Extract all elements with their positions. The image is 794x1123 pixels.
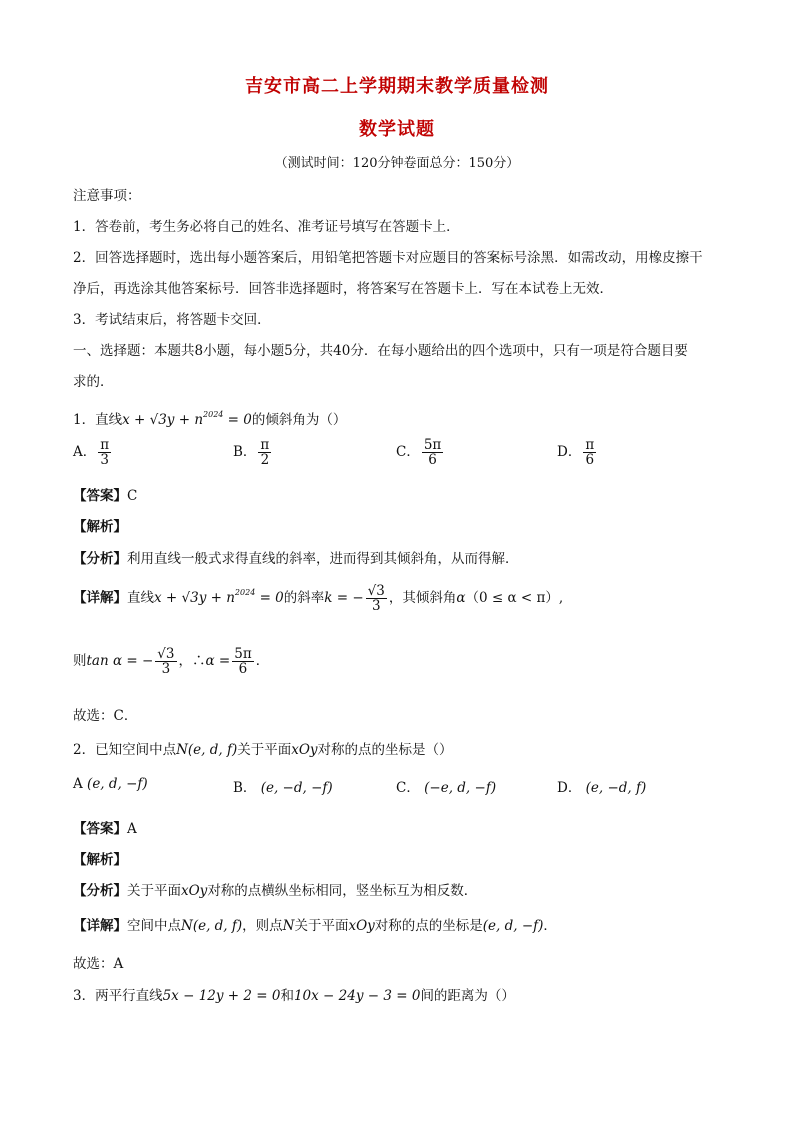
exam-title: 吉安市高二上学期期末教学质量检测 xyxy=(245,76,549,97)
then-alpha: α = xyxy=(205,653,231,670)
q1-xiangjie xyxy=(73,584,563,613)
frac-num: 5π xyxy=(234,646,252,662)
note-item-2b: 净后，再选涂其他答案标号．回答非选择题时，将答案写在答题卡上．写在本试卷上无效． xyxy=(73,281,613,297)
xj-slope: k = − xyxy=(324,590,364,607)
q2-fenxi xyxy=(73,879,477,899)
frac-num: π xyxy=(100,437,110,453)
q3-text: 间的距离为（） xyxy=(420,988,515,1004)
q1-equation xyxy=(122,412,252,428)
xiangjie-tag: 【详解】 xyxy=(73,918,127,934)
q3-line1: 5x − 12y + 2 = 0 xyxy=(162,988,281,1004)
q1-then xyxy=(73,647,269,676)
option-value: (−e, d, −f) xyxy=(424,780,497,796)
note-item-3: 3．考试结束后，将答题卡交回． xyxy=(73,312,271,328)
q1-answer xyxy=(73,484,137,504)
xj-text: 直线 xyxy=(127,590,154,607)
option-fraction xyxy=(98,438,111,467)
option-label: C． xyxy=(396,444,420,461)
q2-text: 关于平面 xyxy=(237,742,292,758)
q2-stem xyxy=(73,738,453,758)
q2-text: 对称的点的坐标是（） xyxy=(317,742,453,758)
option-label: D． xyxy=(557,780,582,796)
q1-fenxi xyxy=(73,547,519,567)
xiangjie-tag: 【详解】 xyxy=(73,590,127,607)
xj-text: 的斜率 xyxy=(283,590,325,607)
q3-stem xyxy=(73,984,515,1004)
option-label: A xyxy=(73,776,83,792)
note-item-2a: 2．回答选择题时，选出每小题答案后，用铅笔把答题卡对应题目的答案标号涂黑．如需改动，用橡皮擦干 xyxy=(73,250,703,266)
fenxi-plane: xOy xyxy=(181,883,208,899)
option-label: C． xyxy=(396,780,420,796)
xj-text: ，则点 xyxy=(242,918,283,934)
q2-option-a xyxy=(73,776,148,792)
q1-option-b xyxy=(233,438,273,467)
frac-num: √3 xyxy=(157,646,175,662)
section1-heading-b: 求的． xyxy=(73,374,114,390)
option-value: (e, −d, −f) xyxy=(260,780,333,796)
frac-den: 6 xyxy=(585,452,595,469)
then-tan: tan α = − xyxy=(86,653,154,670)
then-fraction-2 xyxy=(232,647,253,676)
fenxi-text: 对称的点横纵坐标相同，竖坐标互为相反数． xyxy=(207,883,478,899)
fenxi-text: 关于平面 xyxy=(127,883,181,899)
option-fraction xyxy=(583,438,596,467)
fenxi-text: 利用直线一般式求得直线的斜率，进而得到其倾斜角，从而得解． xyxy=(127,551,519,567)
q1-eq-a: x + √3y + n xyxy=(122,412,204,428)
q3-text: 3．两平行直线 xyxy=(73,988,163,1004)
frac-den: 3 xyxy=(100,452,109,469)
q1-tail: 的倾斜角为（） xyxy=(251,412,347,428)
option-fraction xyxy=(258,438,271,467)
frac-num: π xyxy=(585,437,595,453)
option-label: B． xyxy=(233,444,257,461)
answer-value: A xyxy=(127,821,137,837)
q1-num: 1．直线 xyxy=(73,412,123,428)
xj-point: N(e, d, f) xyxy=(181,918,243,934)
xj-alpha: α xyxy=(456,590,466,607)
xj-result: (e, d, −f) xyxy=(482,918,544,934)
q2-option-d xyxy=(557,776,646,796)
q1-option-c xyxy=(396,438,445,467)
answer-tag: 【答案】 xyxy=(73,488,127,504)
q2-xiangjie xyxy=(73,914,557,934)
q2-text: 2．已知空间中点 xyxy=(73,742,177,758)
answer-value: C xyxy=(127,488,138,504)
xj-equation xyxy=(154,590,284,606)
xj-exp: 2024 xyxy=(234,588,256,598)
frac-den: 6 xyxy=(238,661,248,678)
q1-eq-exp: 2024 xyxy=(203,410,224,419)
q1-stem xyxy=(73,408,346,428)
note-item-1: 1．答卷前，考生务必将自己的姓名、准考证号填写在答题卡上． xyxy=(73,219,460,235)
xj-n: N xyxy=(282,918,295,934)
frac-den: 3 xyxy=(161,661,171,678)
section1-heading-a: 一、选择题：本题共8小题，每小题5分，共40分．在每小题给出的四个选项中，只有一项是符合题目要 xyxy=(73,343,688,359)
q2-conclusion: 故选：A xyxy=(73,956,124,972)
option-value: (e, −d, f) xyxy=(585,780,647,796)
q2-point: N(e, d, f) xyxy=(176,742,238,758)
option-value: (e, d, −f) xyxy=(87,776,148,792)
frac-den: 3 xyxy=(371,598,381,615)
xj-fraction xyxy=(366,584,387,613)
xj-eq-b: = 0 xyxy=(255,590,284,607)
q3-line2: 10x − 24y − 3 = 0 xyxy=(293,988,421,1004)
xj-text: ． xyxy=(543,918,557,934)
notes-heading: 注意事项： xyxy=(73,188,141,204)
q2-option-c xyxy=(396,776,496,796)
frac-num: 5π xyxy=(423,437,442,453)
exam-info: （测试时间：120分钟卷面总分：150分） xyxy=(274,156,520,171)
answer-tag: 【答案】 xyxy=(73,821,127,837)
option-label: B． xyxy=(233,780,257,796)
q3-text: 和 xyxy=(280,988,294,1004)
xj-plane: xOy xyxy=(348,918,375,934)
frac-den: 6 xyxy=(428,452,437,469)
xj-range: （0 ≤ α < π）, xyxy=(465,590,564,607)
option-fraction xyxy=(422,438,443,467)
xj-text: 空间中点 xyxy=(127,918,181,934)
frac-num: π xyxy=(260,437,270,453)
then-fraction xyxy=(155,647,176,676)
xj-eq: x + √3y + n xyxy=(154,590,235,607)
xj-text: 对称的点的坐标是 xyxy=(374,918,483,934)
q2-analysis-tag: 【解析】 xyxy=(73,852,127,868)
option-label: D． xyxy=(557,444,582,461)
q2-answer xyxy=(73,817,137,837)
q1-option-a xyxy=(73,438,113,467)
then-text: ． xyxy=(255,653,270,670)
fenxi-tag: 【分析】 xyxy=(73,551,127,567)
q2-plane: xOy xyxy=(291,742,318,758)
fenxi-tag: 【分析】 xyxy=(73,883,127,899)
q1-conclusion: 故选：C． xyxy=(73,708,138,724)
subject-title: 数学试题 xyxy=(359,119,435,140)
q1-analysis-tag: 【解析】 xyxy=(73,519,127,535)
xj-text: ，其倾斜角 xyxy=(388,590,457,607)
xj-text: 关于平面 xyxy=(294,918,349,934)
frac-num: √3 xyxy=(367,583,385,599)
q1-option-d xyxy=(557,438,598,467)
option-label: A． xyxy=(73,444,97,461)
q2-option-b xyxy=(233,776,333,796)
q1-eq-b: = 0 xyxy=(223,412,252,428)
then-text: ，∴ xyxy=(178,653,206,670)
then-text: 则 xyxy=(73,653,87,670)
frac-den: 2 xyxy=(260,452,270,469)
